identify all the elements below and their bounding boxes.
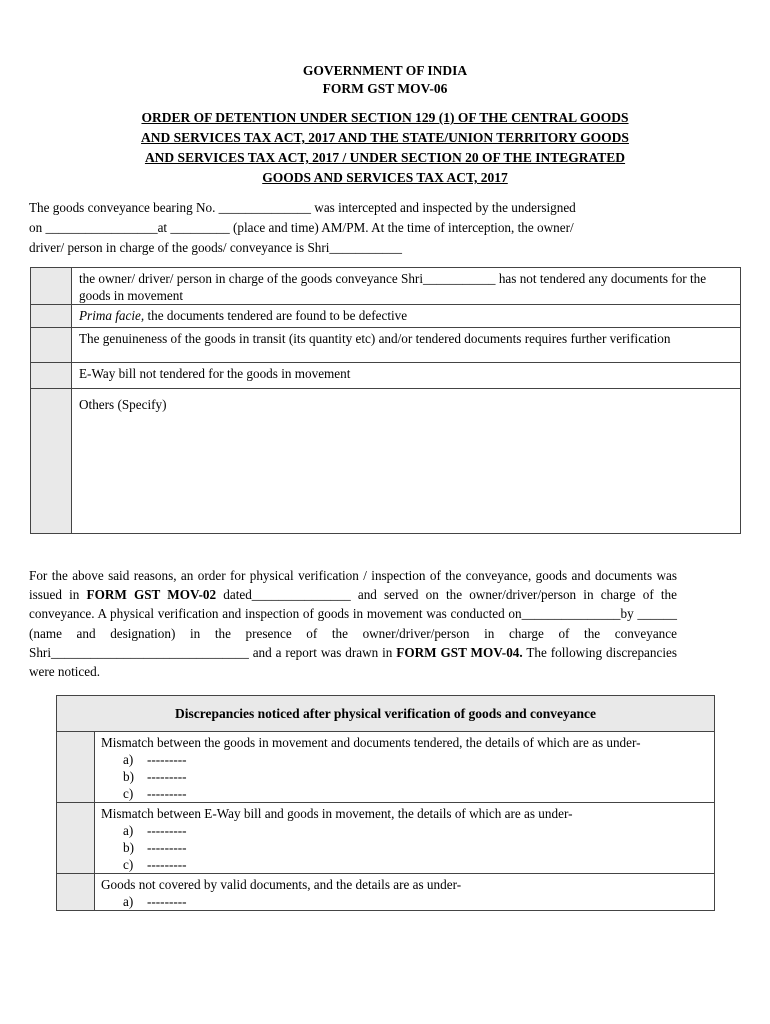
title-line: AND SERVICES TAX ACT, 2017 AND THE STATE/UNION TERRITORY GOODS — [141, 130, 629, 145]
reason-text-rest: the documents tendered are found to be defective — [144, 308, 408, 323]
reason-row — [31, 389, 741, 534]
list-dashes: --------- — [147, 894, 187, 909]
list-dashes: --------- — [147, 769, 187, 784]
reason-row — [31, 328, 741, 363]
reason-text: the owner/ driver/ person in charge of the goods conveyance Shri___________ has not tendered any documents for the goods in movement — [72, 268, 741, 305]
discrepancy-cell — [95, 732, 715, 803]
discrepancies-header-row — [57, 696, 715, 732]
list-marker: a) — [123, 894, 134, 909]
discrepancy-checkbox[interactable] — [57, 803, 95, 874]
government-heading: GOVERNMENT OF INDIA — [302, 63, 468, 78]
list-marker: a) — [123, 752, 134, 767]
intro-paragraph — [29, 198, 681, 258]
list-dashes: --------- — [147, 857, 187, 872]
reason-checkbox[interactable] — [31, 389, 72, 534]
reason-text — [72, 305, 741, 328]
detail-list — [123, 893, 708, 910]
discrepancy-text: Goods not covered by valid documents, and the details are as under- — [101, 877, 462, 892]
discrepancy-row — [57, 874, 715, 911]
para-text: For the above said reasons, an order for physical verification / inspection of the conveyance, goods and documents was issued in — [29, 568, 677, 603]
discrepancy-checkbox[interactable] — [57, 732, 95, 803]
list-item — [123, 768, 708, 785]
list-marker: c) — [123, 786, 134, 801]
reason-text: The genuineness of the goods in transit (its quantity etc) and/or tendered documents requires further verification — [72, 328, 741, 363]
list-marker: b) — [123, 769, 134, 784]
prima-facie-text: Prima facie, — [79, 308, 145, 323]
title-line: GOODS AND SERVICES TAX ACT, 2017 — [262, 170, 508, 185]
title-line: AND SERVICES TAX ACT, 2017 / UNDER SECTION 20 OF THE INTEGRATED — [144, 150, 626, 165]
discrepancy-row — [57, 732, 715, 803]
reason-checkbox[interactable] — [31, 363, 72, 389]
list-item — [123, 822, 708, 839]
reason-row — [31, 268, 741, 305]
intro-line: on _________________at _________ (place and time) AM/PM. At the time of interception, the owner/ — [29, 220, 574, 235]
para-text: dated_______________ and served on the owner/driver/person in charge of the conveyance. A physical verification and inspection of goods in movement was conducted on_______________by ______ (name and designation) in the presence of the owner/driver/person in charge of the conveyance Shri______________________________ and a report was drawn in — [29, 587, 677, 660]
reason-checkbox[interactable] — [31, 328, 72, 363]
form-number: FORM GST MOV-06 — [322, 81, 448, 96]
list-marker: a) — [123, 823, 134, 838]
detail-list — [123, 822, 708, 873]
discrepancies-header: Discrepancies noticed after physical verification of goods and conveyance — [57, 696, 715, 732]
discrepancy-text: Mismatch between the goods in movement and documents tendered, the details of which are as under- — [101, 735, 641, 750]
reason-text: E-Way bill not tendered for the goods in movement — [72, 363, 741, 389]
reason-text-others: Others (Specify) — [72, 389, 741, 534]
list-marker: c) — [123, 857, 134, 872]
form-ref-mov04: FORM GST MOV-04. — [396, 644, 523, 660]
form-header — [0, 62, 770, 98]
reason-row — [31, 305, 741, 328]
intro-line: driver/ person in charge of the goods/ conveyance is Shri___________ — [29, 240, 402, 255]
discrepancy-cell — [95, 874, 715, 911]
discrepancy-cell — [95, 803, 715, 874]
list-item — [123, 839, 708, 856]
discrepancy-text: Mismatch between E-Way bill and goods in movement, the details of which are as under- — [101, 806, 573, 821]
form-ref-mov02: FORM GST MOV-02 — [86, 587, 217, 603]
list-dashes: --------- — [147, 840, 187, 855]
discrepancy-checkbox[interactable] — [57, 874, 95, 911]
reason-row — [31, 363, 741, 389]
list-item — [123, 856, 708, 873]
reasons-table — [30, 267, 741, 534]
detail-list — [123, 751, 708, 802]
list-dashes: --------- — [147, 786, 187, 801]
discrepancy-row — [57, 803, 715, 874]
discrepancies-table — [56, 695, 715, 911]
list-marker: b) — [123, 840, 134, 855]
para-text: The following discrepancies were noticed. — [29, 644, 678, 680]
list-dashes: --------- — [147, 752, 187, 767]
list-item — [123, 751, 708, 768]
list-item — [123, 893, 708, 910]
title-line: ORDER OF DETENTION UNDER SECTION 129 (1) OF THE CENTRAL GOODS — [141, 110, 629, 125]
verification-paragraph — [29, 566, 677, 681]
reason-checkbox[interactable] — [31, 305, 72, 328]
reason-checkbox[interactable] — [31, 268, 72, 305]
form-title — [80, 108, 690, 188]
list-dashes: --------- — [147, 823, 187, 838]
intro-line: The goods conveyance bearing No. ______________ was intercepted and inspected by the undersigned — [29, 200, 576, 215]
list-item — [123, 785, 708, 802]
